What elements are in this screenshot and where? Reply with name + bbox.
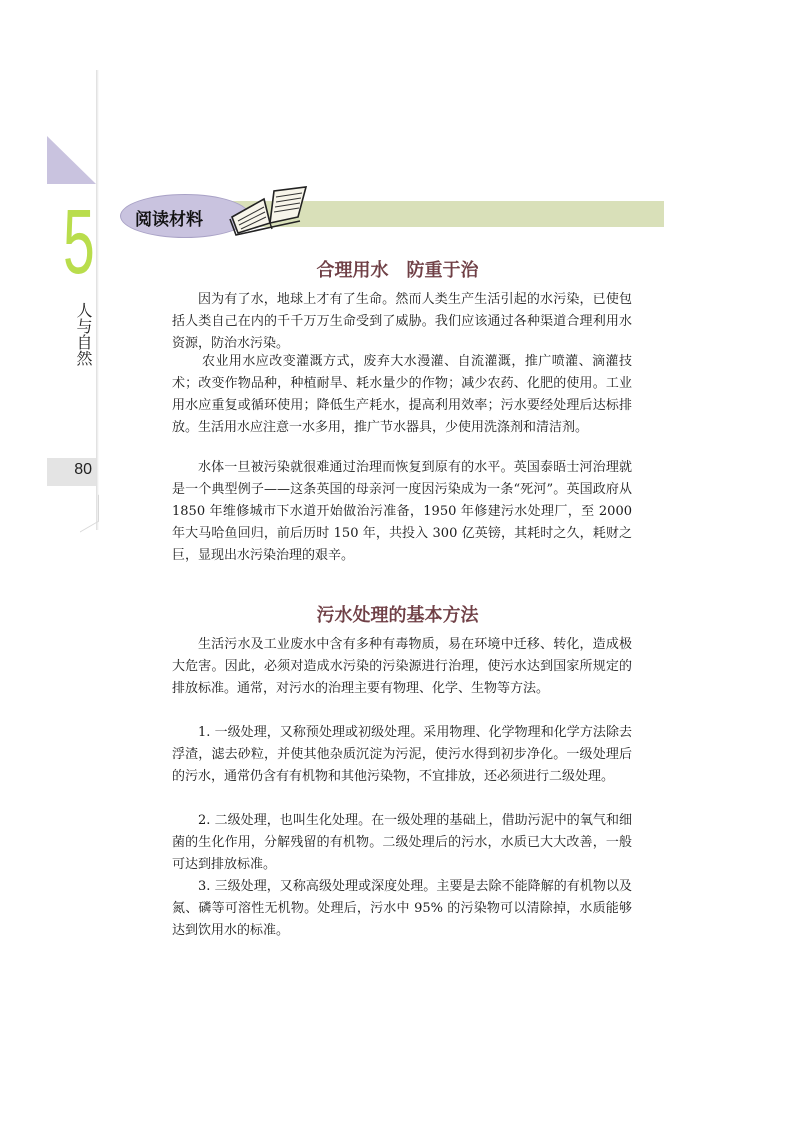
paragraph: 农业用水应改变灌溉方式，废弃大水漫灌、自流灌溉，推广喷灌、滴灌技术；改变作物品种，种植耐旱、耗水量少的作物；减少农药、化肥的使用。工业用水应重复或循环使用；降低生产耗水，提高利用效率；污水要经处理后达标排放。生活用水应注意一水多用，推广节水器具，少使用洗涤剂和清洁剂。 [172, 354, 632, 435]
chapter-tab-triangle [47, 136, 96, 184]
paragraph: 2. 二级处理，也叫生化处理。在一级处理的基础上，借助污泥中的氧气和细菌的生化作用，分解残留的有机物。二级处理后的污水，水质已大大改善，一般可达到排放标准。 [172, 813, 632, 872]
page-number: 80 [74, 461, 92, 478]
chapter-number: 5 [63, 191, 95, 293]
reading-label: 阅读材料 [135, 210, 203, 230]
section-title-sewage-treatment: 污水处理的基本方法 [316, 605, 479, 626]
paragraph: 因为有了水，地球上才有了生命。然而人类生产生活引起的水污染，已使包括人类自己在内的千千万万生命受到了威胁。我们应该通过各种渠道合理利用水资源，防治水污染。 [172, 292, 632, 351]
open-book-icon [226, 183, 310, 237]
paragraph: 水体一旦被污染就很难通过治理而恢复到原有的水平。英国泰晤士河治理就是一个典型例子——这条英国的母亲河一度因污染成为一条“死河”。英国政府从 1850 年维修城市下水道开始做治污准备，1950 年修建污水处理厂，至 2000 年大马哈鱼回归，前后历时 150 年，共投入 300 亿英镑，其耗时之久，耗财之巨，显现出水污染治理的艰辛。 [172, 460, 632, 563]
margin-shadow [96, 70, 99, 530]
paragraph: 3. 三级处理，又称高级处理或深度处理。主要是去除不能降解的有机物以及氮、磷等可溶性无机物。处理后，污水中 95% 的污染物可以清除掉，水质能够达到饮用水的标准。 [172, 879, 632, 938]
paragraph: 1. 一级处理，又称预处理或初级处理。采用物理、化学物理和化学方法除去浮渣，滤去砂粒，并使其他杂质沉淀为污泥，使污水得到初步净化。一级处理后的污水，通常仍含有有机物和其他污染物，不宜排放，还必须进行二级处理。 [172, 725, 632, 784]
paragraph: 生活污水及工业废水中含有多种有毒物质，易在环境中迁移、转化，造成极大危害。因此，必须对造成水污染的污染源进行治理，使污水达到国家所规定的排放标准。通常，对污水的治理主要有物理、化学、生物等方法。 [172, 637, 632, 696]
section-title-water-use: 合理用水 防重于治 [316, 260, 479, 281]
chapter-title: 人与自然 [74, 302, 93, 366]
